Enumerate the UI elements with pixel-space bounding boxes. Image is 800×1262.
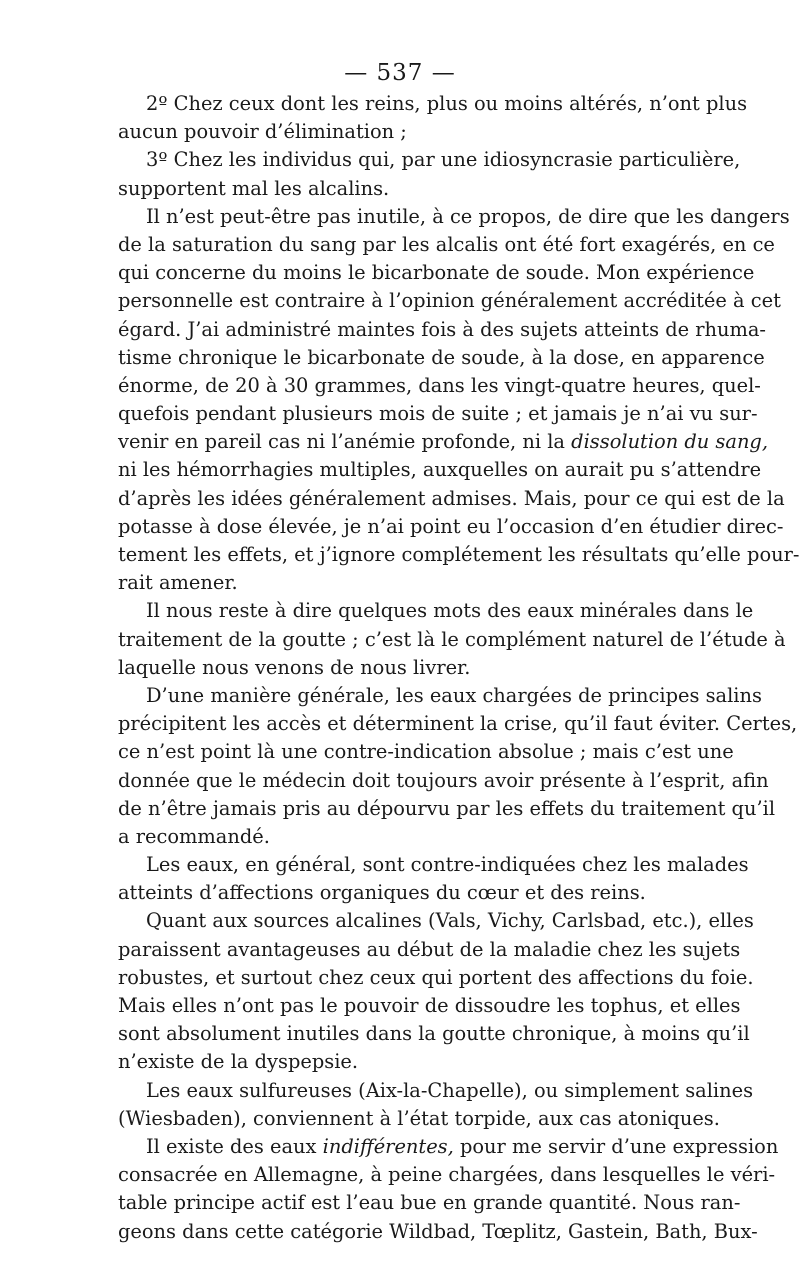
text-line: d’après les idées généralement admises. Mais, pour ce qui est de la — [118, 486, 785, 510]
text-line: consacrée en Allemagne, à peine chargées, dans lesquelles le véri- — [118, 1163, 776, 1187]
text-line: de n’être jamais pris au dépourvu par les effets du traitement qu’il — [118, 796, 776, 820]
text-line: Mais elles n’ont pas le pouvoir de dissoudre les tophus, et elles — [118, 994, 741, 1017]
text-line: Il n’est peut-être pas inutile, à ce propos, de dire que les dangers — [146, 204, 790, 228]
text-line: geons dans cette catégorie Wildbad, Tœplitz, Gastein, Bath, Bux- — [118, 1219, 758, 1243]
text-line: Il nous reste à dire quelques mots des eaux minérales dans le — [146, 599, 754, 623]
text-line: D’une manière générale, les eaux chargées de principes salins — [146, 683, 762, 707]
text-line: supportent mal les alcalins. — [118, 176, 390, 200]
text-line: paraissent avantageuses au début de la maladie chez les sujets — [118, 937, 741, 961]
text-line: personnelle est contraire à l’opinion généralement accréditée à cet — [118, 289, 781, 313]
text-line: a recommandé. — [118, 824, 270, 848]
text-line: tement les effets, et j’ignore complétement les résultats qu’elle pour- — [118, 543, 800, 566]
text-line: donnée que le médecin doit toujours avoir présente à l’esprit, afin — [118, 768, 769, 792]
text-line: rait amener. — [118, 571, 238, 595]
text-line: atteints d’affections organiques du cœur et des reins. — [118, 881, 646, 905]
text-line: n’existe de la dyspepsie. — [118, 1050, 359, 1074]
page-number: — 537 — — [344, 60, 456, 86]
text-line: robustes, et surtout chez ceux qui portent des affections du foie. — [118, 965, 754, 989]
text-line: venir en pareil cas ni l’anémie profonde, ni la dissolution du sang, — [118, 430, 769, 454]
text-line: 3º Chez les individus qui, par une idiosyncrasie particulière, — [146, 148, 741, 172]
text-line: laquelle nous venons de nous livrer. — [118, 655, 471, 679]
text-line: traitement de la goutte ; c’est là le complément naturel de l’étude à — [118, 627, 786, 651]
text-line: qui concerne du moins le bicarbonate de soude. Mon expérience — [118, 261, 755, 285]
text-line: ce n’est point là une contre-indication absolue ; mais c’est une — [118, 740, 734, 764]
text-line: de la saturation du sang par les alcalis ont été fort exagérés, en ce — [118, 232, 775, 256]
text-line: potasse à dose élevée, je n’ai point eu l’occasion d’en étudier direc- — [118, 514, 784, 538]
text-line: énorme, de 20 à 30 grammes, dans les vingt-quatre heures, quel- — [118, 373, 761, 397]
text-line: (Wiesbaden), conviennent à l’état torpide, aux cas atoniques. — [118, 1106, 720, 1130]
text-line: aucun pouvoir d’élimination ; — [118, 120, 407, 144]
text-line: ni les hémorrhagies multiples, auxquelles on aurait pu s’attendre — [118, 458, 762, 482]
body-text — [118, 90, 800, 1246]
text-line: Les eaux sulfureuses (Aix-la-Chapelle), ou simplement salines — [146, 1078, 754, 1102]
text-line: sont absolument inutiles dans la goutte chronique, à moins qu’il — [118, 1022, 750, 1046]
text-line: Quant aux sources alcalines (Vals, Vichy, Carlsbad, etc.), elles — [146, 909, 754, 933]
text-line: tisme chronique le bicarbonate de soude, à la dose, en apparence — [118, 345, 765, 369]
text-line: 2º Chez ceux dont les reins, plus ou moins altérés, n’ont plus — [146, 92, 748, 115]
text-line: quefois pendant plusieurs mois de suite ; et jamais je n’ai vu sur- — [118, 402, 758, 426]
text-line: Il existe des eaux indifférentes, pour me servir d’une expression — [146, 1134, 779, 1158]
text-line: précipitent les accès et déterminent la crise, qu’il faut éviter. Certes, — [118, 712, 798, 736]
text-line: Les eaux, en général, sont contre-indiquées chez les malades — [146, 853, 749, 877]
text-line: égard. J’ai administré maintes fois à des sujets atteints de rhuma- — [118, 317, 766, 341]
text-line: table principe actif est l’eau bue en grande quantité. Nous ran- — [118, 1191, 741, 1215]
